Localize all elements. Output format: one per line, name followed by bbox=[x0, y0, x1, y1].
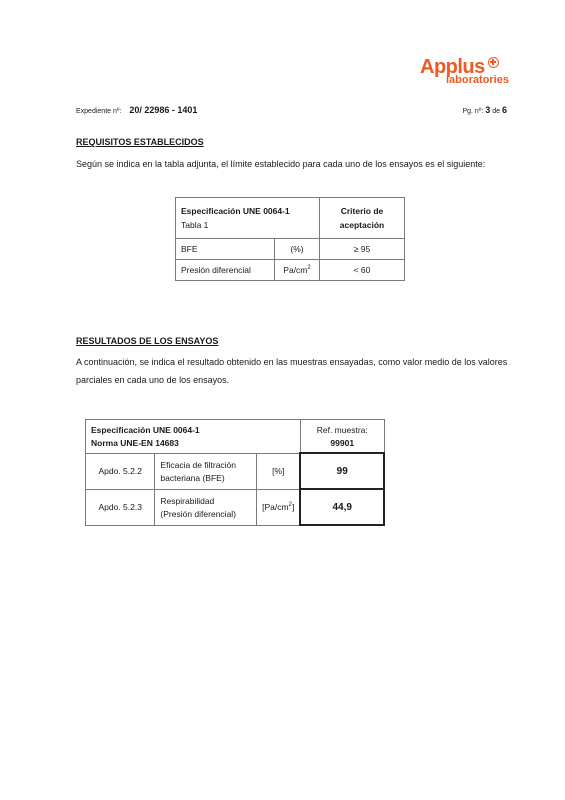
criterion-header-1: Criterio de bbox=[340, 206, 384, 216]
row-unit-sup: 2 bbox=[307, 265, 311, 272]
row-criterion: < 60 bbox=[320, 260, 405, 281]
row-name: Presión diferencial bbox=[176, 260, 275, 281]
page-total: 6 bbox=[501, 105, 507, 115]
page-current: 3 bbox=[485, 105, 491, 115]
table-row bbox=[176, 239, 405, 260]
section-title-resultados: RESULTADOS DE LOS ENSAYOS bbox=[76, 336, 219, 346]
logo-sub-text: laboratories bbox=[446, 74, 509, 86]
row-unit-end: ] bbox=[291, 502, 295, 512]
row-section: Apdo. 5.2.3 bbox=[86, 489, 155, 525]
row-test-line-1: Eficacia de filtración bbox=[160, 459, 237, 470]
expediente-value: 20/ 22986 - 1401 bbox=[129, 105, 198, 115]
table-header-row bbox=[86, 420, 385, 454]
spec-line-2: Norma UNE-EN 14683 bbox=[91, 437, 179, 448]
row-unit: [%] bbox=[257, 453, 301, 489]
spec-line-1: Especificación UNE 0064-1 bbox=[91, 424, 200, 435]
row-test-cell bbox=[155, 453, 257, 489]
row-unit: (%) bbox=[275, 239, 320, 260]
row-value: 44,9 bbox=[300, 489, 384, 525]
table-row bbox=[86, 453, 385, 489]
logo-main-text: Applus bbox=[420, 56, 485, 78]
section-intro-requisitos: Según se indica en la tabla adjunta, el límite establecido para cada uno de los ensayos es el siguiente: bbox=[76, 159, 486, 169]
row-test-line-2: bacteriana (BFE) bbox=[160, 472, 225, 483]
table-header-row bbox=[176, 198, 405, 239]
row-name: BFE bbox=[176, 239, 275, 260]
spec-header-cell bbox=[176, 198, 320, 239]
page-number bbox=[462, 105, 507, 115]
criterion-header-cell bbox=[320, 198, 405, 239]
logo-plus-icon bbox=[488, 57, 499, 68]
row-section: Apdo. 5.2.2 bbox=[86, 453, 155, 489]
row-test-line-2: (Presión diferencial) bbox=[160, 508, 237, 519]
ref-header-cell bbox=[300, 420, 384, 454]
page-label: Pg. nº: bbox=[462, 108, 484, 115]
spec-header-cell bbox=[86, 420, 301, 454]
row-unit-cell bbox=[257, 489, 301, 525]
row-unit: [Pa/cm bbox=[262, 502, 289, 512]
row-unit-cell bbox=[275, 260, 320, 281]
section-intro-resultados: A continuación, se indica el resultado obtenido en las muestras ensayadas, como valor medio de los valores parciales en cada uno de los ensayos. bbox=[76, 357, 508, 385]
requirements-table bbox=[175, 197, 405, 281]
ref-label: Ref. muestra: bbox=[316, 424, 368, 435]
expediente bbox=[76, 105, 197, 115]
row-test-cell bbox=[155, 489, 257, 525]
row-value: 99 bbox=[300, 453, 384, 489]
spec-sub: Tabla 1 bbox=[181, 220, 209, 230]
criterion-header-2: aceptación bbox=[339, 220, 385, 230]
ref-value: 99901 bbox=[330, 437, 355, 448]
row-unit: Pa/cm bbox=[283, 265, 308, 275]
applus-logo bbox=[416, 56, 526, 92]
expediente-label: Expediente nº: bbox=[76, 108, 122, 115]
results-table bbox=[85, 419, 385, 526]
row-criterion: ≥ 95 bbox=[320, 239, 405, 260]
spec-title: Especificación UNE 0064-1 bbox=[181, 206, 290, 216]
page-of: de bbox=[492, 108, 501, 115]
section-title-requisitos: REQUISITOS ESTABLECIDOS bbox=[76, 137, 204, 147]
row-unit-sup: 2 bbox=[288, 502, 292, 509]
table-row bbox=[176, 260, 405, 281]
row-test-line-1: Respirabilidad bbox=[160, 495, 215, 506]
table-row bbox=[86, 489, 385, 525]
